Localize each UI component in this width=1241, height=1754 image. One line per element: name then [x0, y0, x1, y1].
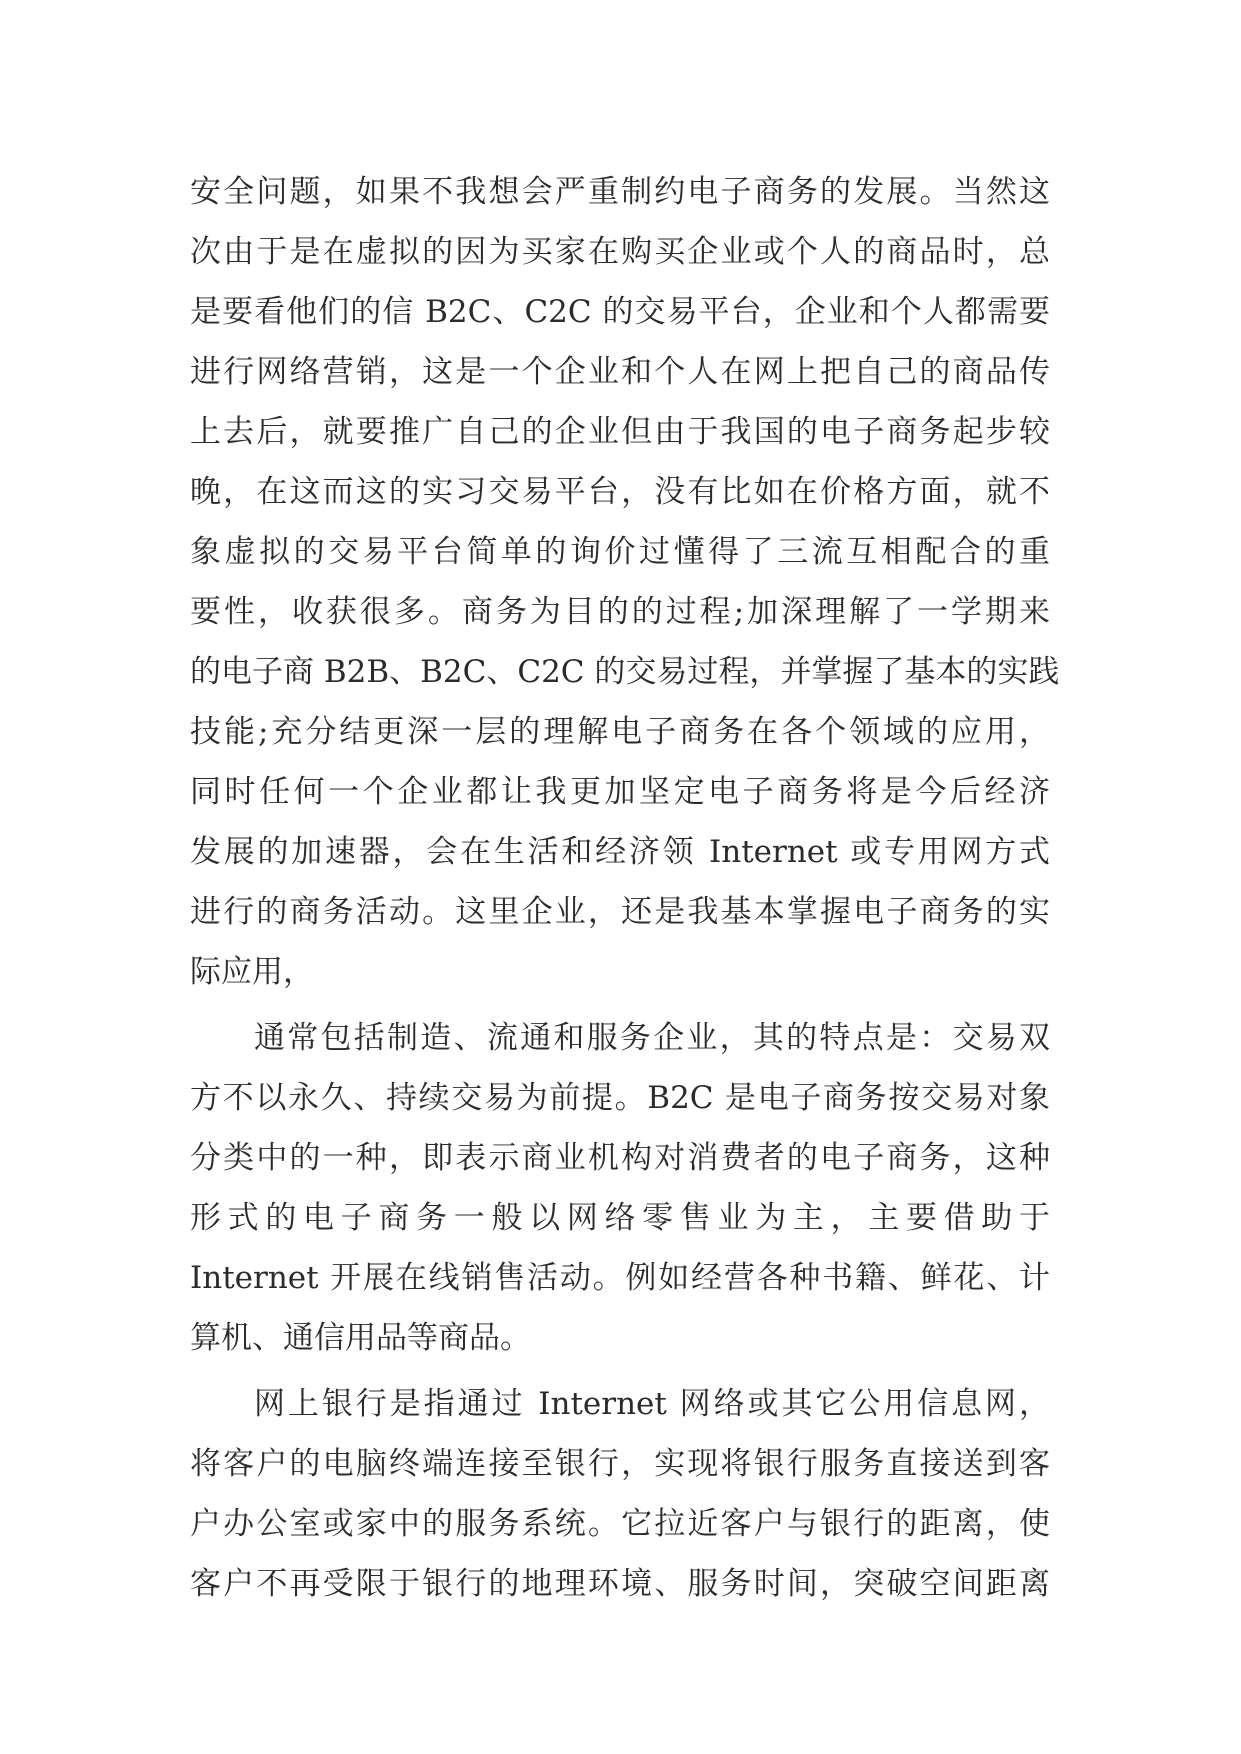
text-line: 上去后，就要推广自己的企业但由于我国的电子商务起步较 — [190, 414, 1050, 450]
text-line: 客户不再受限于银行的地理环境、服务时间，突破空间距离 — [190, 1566, 1050, 1602]
text-line: 进行网络营销，这是一个企业和个人在网上把自己的商品传 — [190, 354, 1050, 390]
text-line: 网上银行是指通过 Internet 网络或其它公用信息网， — [254, 1386, 1050, 1422]
paragraph-2 — [190, 1008, 1050, 1368]
text-line: 要性，收获很多。商务为目的的过程;加深理解了一学期来 — [190, 594, 1050, 630]
text-line: 算机、通信用品等商品。 — [190, 1320, 531, 1356]
text-line: 进行的商务活动。这里企业，还是我基本掌握电子商务的实 — [190, 894, 1050, 930]
text-line: 户办公室或家中的服务系统。它拉近客户与银行的距离，使 — [190, 1506, 1050, 1542]
text-line: 分类中的一种，即表示商业机构对消费者的电子商务，这种 — [190, 1140, 1050, 1176]
text-line: 安全问题，如果不我想会严重制约电子商务的发展。当然这 — [190, 174, 1050, 210]
text-line: 方不以永久、持续交易为前提。B2C 是电子商务按交易对象 — [190, 1080, 1050, 1116]
document-body — [190, 162, 1060, 1614]
text-line: 形式的电子商务一般以网络零售业为主，主要借助于 — [190, 1200, 1050, 1236]
text-line: 的电子商 B2B、B2C、C2C 的交易过程，并掌握了基本的实践 — [190, 654, 1060, 690]
text-line: Internet 开展在线销售活动。例如经营各种书籍、鲜花、计 — [190, 1260, 1050, 1296]
text-line: 际应用， — [190, 954, 314, 990]
text-line: 发展的加速器，会在生活和经济领 Internet 或专用网方式 — [190, 834, 1050, 870]
text-line: 同时任何一个企业都让我更加坚定电子商务将是今后经济 — [190, 774, 1050, 810]
text-line: 晚，在这而这的实习交易平台，没有比如在价格方面，就不 — [190, 474, 1050, 510]
text-line: 技能;充分结更深一层的理解电子商务在各个领域的应用， — [190, 714, 1050, 750]
text-line: 将客户的电脑终端连接至银行，实现将银行服务直接送到客 — [190, 1446, 1050, 1482]
text-line: 次由于是在虚拟的因为买家在购买企业或个人的商品时，总 — [190, 234, 1050, 270]
text-line: 象虚拟的交易平台简单的询价过懂得了三流互相配合的重 — [190, 534, 1050, 570]
text-line: 通常包括制造、流通和服务企业，其的特点是：交易双 — [254, 1020, 1050, 1056]
text-line: 是要看他们的信 B2C、C2C 的交易平台，企业和个人都需要 — [190, 294, 1050, 330]
paragraph-1 — [190, 162, 1060, 1002]
paragraph-3 — [190, 1374, 1050, 1614]
